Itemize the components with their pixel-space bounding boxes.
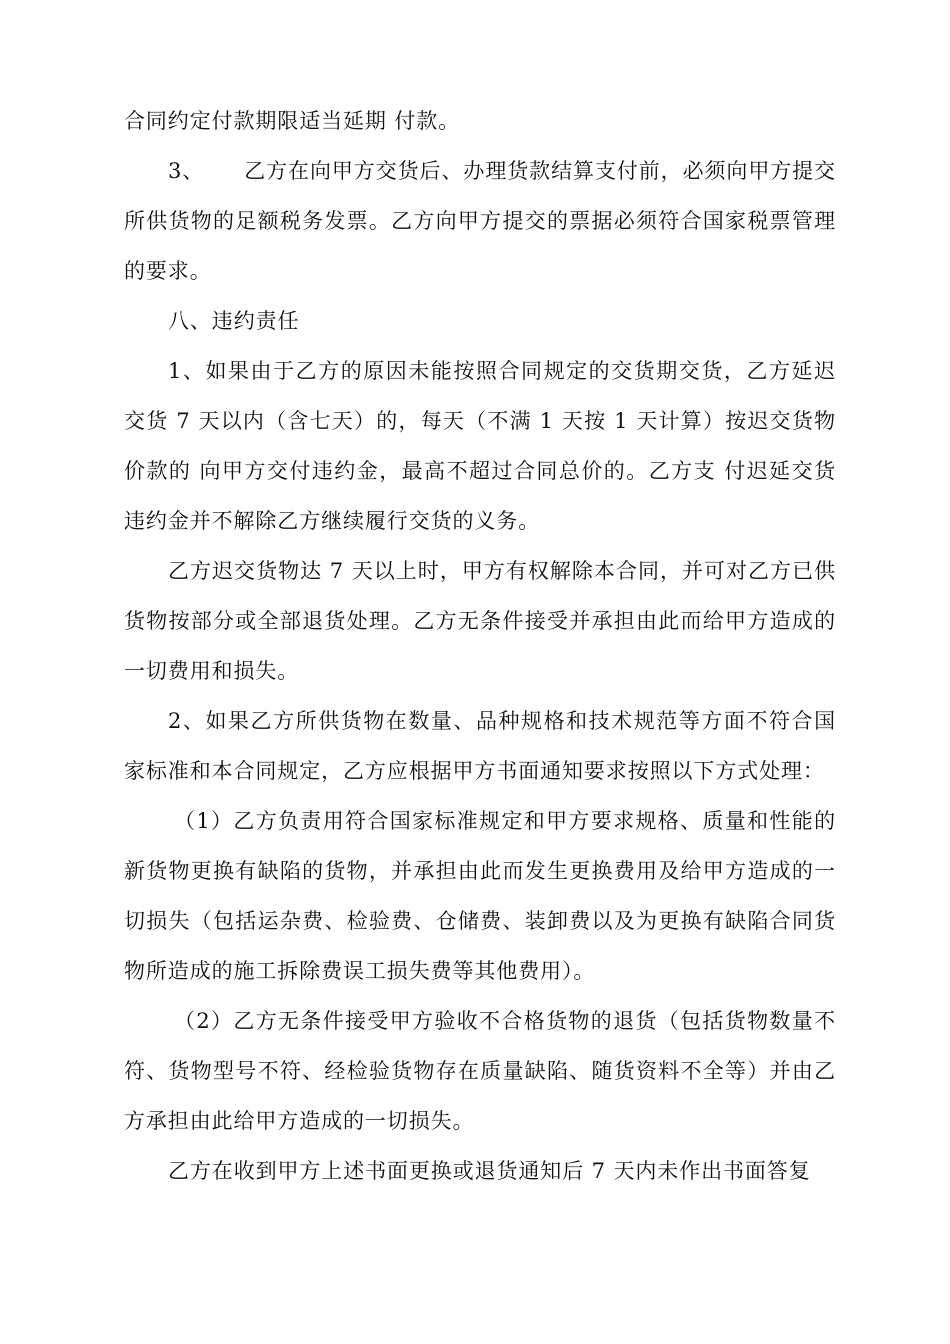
document-body [124, 96, 836, 1196]
paragraph-invoice-requirement [124, 146, 836, 296]
paragraph-return: （2）乙方无条件接受甲方验收不合格货物的退货（包括货物数量不符、货物型号不符、经检验货物存在质量缺陷、随货资料不全等）并由乙方承担由此给甲方造成的一切损失。 [124, 1009, 836, 1133]
clause-number: 3、 [168, 159, 205, 183]
paragraph-termination-right: 乙方迟交货物达 7 天以上时，甲方有权解除本合同，并可对乙方已供货物按部分或全部退货处理。乙方无条件接受并承担由此而给甲方造成的一切费用和损失。 [124, 559, 836, 683]
paragraph-nonconforming-goods: 2、如果乙方所供货物在数量、品种规格和技术规范等方面不符合国家标准和本合同规定，乙方应根据甲方书面通知要求按照以下方式处理： [124, 709, 836, 783]
clause-text: 乙方在向甲方交货后、办理货款结算支付前，必须向甲方提交所供货物的足额税务发票。乙方向甲方提交的票据必须符合国家税票管理的要求。 [124, 159, 836, 283]
paragraph-late-delivery: 1、如果由于乙方的原因未能按照合同规定的交货期交货，乙方延迟交货 7 天以内（含七天）的，每天（不满 1 天按 1 天计算）按迟交货物价款的 向甲方交付违约金，最高不超过合同总价的。乙方支 付迟延交货违约金并不解除乙方继续履行交货的义务。 [124, 359, 836, 533]
section-heading-breach: 八、违约责任 [168, 309, 300, 333]
paragraph-reply-deadline: 乙方在收到甲方上述书面更换或退货通知后 7 天内未作出书面答复 [168, 1159, 811, 1183]
paragraph-replacement: （1）乙方负责用符合国家标准规定和甲方要求规格、质量和性能的新货物更换有缺陷的货物，并承担由此而发生更换费用及给甲方造成的一切损失（包括运杂费、检验费、仓储费、装卸费以及为更换有缺陷合同货物所造成的施工拆除费误工损失费等其他费用）。 [124, 809, 836, 983]
paragraph-payment-extension: 合同约定付款期限适当延期 付款。 [124, 109, 461, 133]
